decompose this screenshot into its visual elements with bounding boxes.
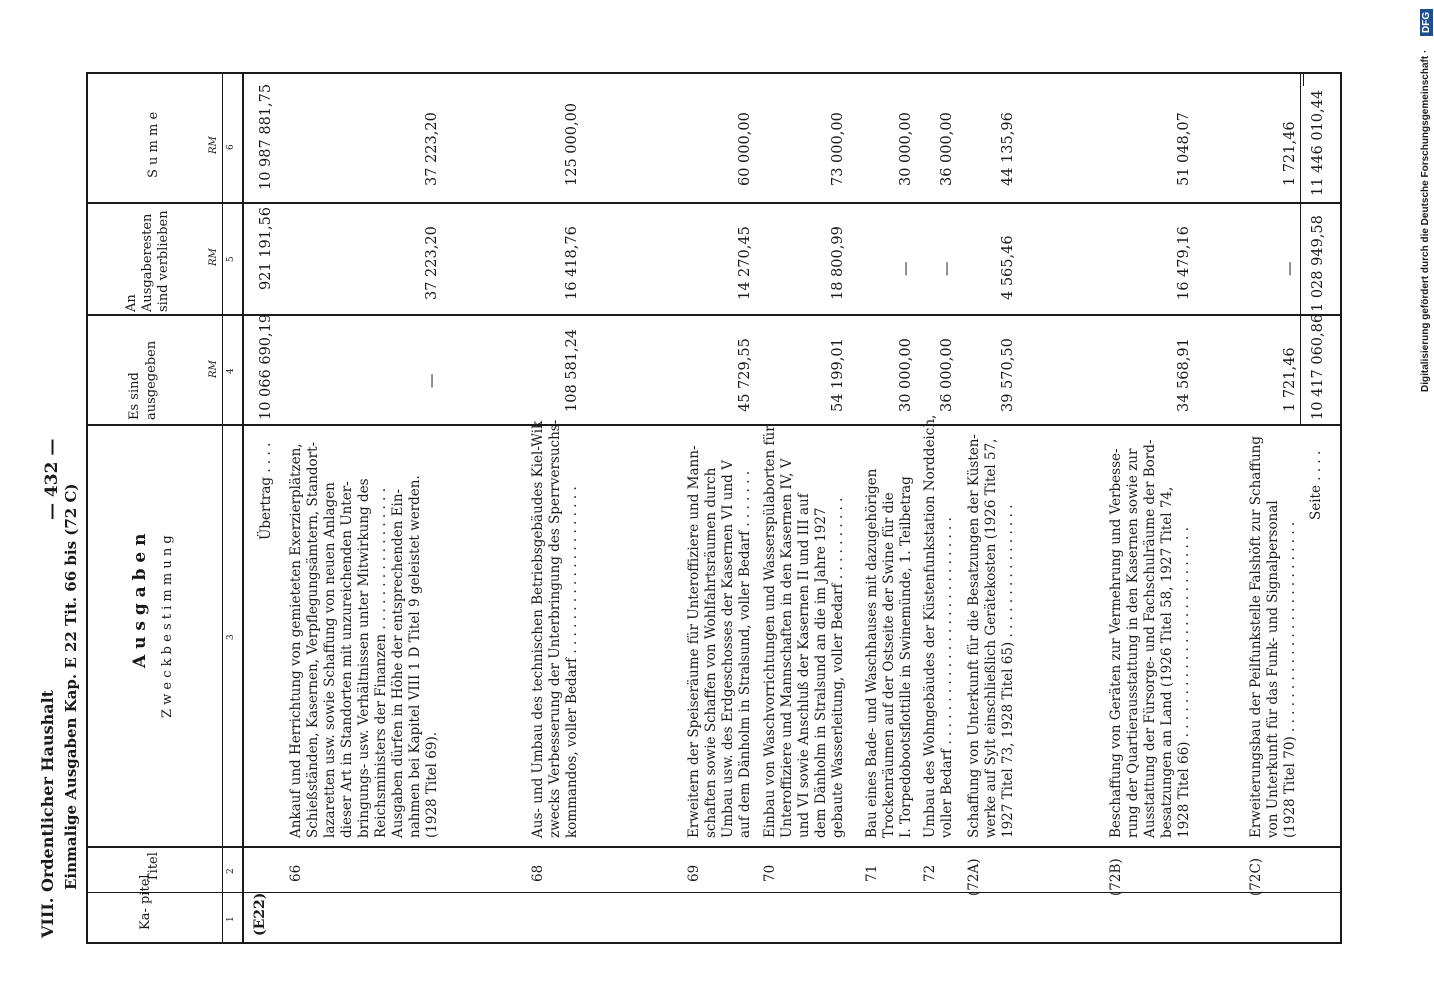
col-unit-5: RM xyxy=(208,248,219,266)
row-titel: (72A) xyxy=(966,858,982,896)
sum-separator-c6 xyxy=(1303,74,1304,86)
sum-top-line xyxy=(1300,72,1301,424)
row-amount-c5: 16 418,76 xyxy=(564,226,580,300)
table-left-border xyxy=(86,72,88,944)
row-amount-c6: 60 000,00 xyxy=(737,112,753,186)
row-description-line: zwecks Verbesserung der Unterbringung des Sperrversuchs- xyxy=(547,419,563,838)
row-description-line: Umbau usw. des Erdgeschosses der Kasernen VI und V xyxy=(720,460,736,838)
table-right-border xyxy=(1340,72,1342,944)
row-description-line: Beschaffung von Geräten zur Vermehrung und Verbesse- xyxy=(1108,448,1124,838)
row-titel: 71 xyxy=(864,864,880,882)
col-header-ausgaben: A u s g a b e n xyxy=(130,533,150,668)
row-amount-c6: 73 000,00 xyxy=(830,112,846,186)
row-amount-c6: 1 721,46 xyxy=(1282,121,1298,186)
seite-c6: 11 446 010,44 xyxy=(1310,89,1326,196)
table-top-border xyxy=(86,942,1340,944)
col-header-ausgabereste: An Ausgaberesten sind verblieben xyxy=(124,210,171,312)
row-titel: 70 xyxy=(762,864,778,882)
column-number-row-border xyxy=(222,72,223,944)
table-bottom-border xyxy=(86,72,1340,74)
col-number-4: 4 xyxy=(226,368,236,374)
row-description-line: rung der Quartierausstattung in den Kasernen sowie zur xyxy=(1125,448,1141,838)
row-description-line: kommandos, voller Bedarf . . . . . . . . . . . . . . . . . . . . xyxy=(564,486,580,838)
row-amount-c4: 108 581,24 xyxy=(564,328,580,412)
row-description-line: Erweiterungsbau der Peilfunkstelle Falshöft zur Schaffung xyxy=(1248,436,1264,838)
row-titel: 66 xyxy=(288,864,304,882)
row-description-line: Schaffung von Unterkunft für die Besatzungen der Küsten- xyxy=(966,434,982,838)
col-header-titel: Titel xyxy=(146,852,161,882)
col-header-ausgegeben: Es sind ausgegeben xyxy=(127,340,159,420)
header-row-border xyxy=(86,892,1340,893)
row-description-line: Umbau des Wohngebäudes der Küstenfunkstation Norddeich, xyxy=(922,414,938,838)
row-amount-c5: — xyxy=(1282,261,1298,276)
column-divider-4-5 xyxy=(86,314,1340,316)
row-amount-c4: 39 570,50 xyxy=(1000,338,1016,412)
row-description-line: Trockenräumen auf der Ostseite der Swine für die xyxy=(881,492,897,838)
col-number-1: 1 xyxy=(226,916,236,922)
seite-label: Seite . . . . xyxy=(1308,450,1324,520)
row-description-line: lazaretten usw. sowie Schaffung von neuen Anlagen xyxy=(322,482,338,838)
row-amount-c4: 45 729,55 xyxy=(737,338,753,412)
document-title: VIII. Ordentlicher Haushalt xyxy=(38,689,57,938)
col-unit-4: RM xyxy=(208,360,219,378)
row-description-line: (1928 Titel 70) . . . . . . . . . . . . . . . . . . . . . . . . . xyxy=(1282,521,1298,838)
row-description-line: nahmen bei Kapitel VIII 1 D Titel 9 geleistet werden. xyxy=(407,475,423,838)
row-description-line: dieser Art in Standorten mit unzureichenden Unter- xyxy=(339,481,355,838)
seite-c5: 1 028 949,58 xyxy=(1310,215,1326,312)
dfg-logo: DFG xyxy=(1420,9,1433,36)
header-bottom-border xyxy=(242,72,244,944)
page-number: — 432 — xyxy=(42,438,62,520)
col-unit-6: RM xyxy=(208,136,219,154)
row-amount-c4: 30 000,00 xyxy=(898,338,914,412)
row-titel: 72 xyxy=(922,864,938,882)
uebertrag-c5: 921 191,56 xyxy=(258,206,274,290)
row-description-line: besatzungen an Land (1926 Titel 58, 1927 Titel 74, xyxy=(1159,486,1175,838)
row-description-line: (1928 Titel 69). xyxy=(424,732,440,838)
row-amount-c6: 37 223,20 xyxy=(424,112,440,186)
col-header-kapitel: Ka- pitel xyxy=(138,874,153,930)
row-description-line: Ausstattung der Fürsorge- und Fachschulräume der Bord- xyxy=(1142,439,1158,838)
col-number-3: 3 xyxy=(226,634,236,640)
row-titel: 68 xyxy=(530,864,546,882)
row-amount-c6: 30 000,00 xyxy=(898,112,914,186)
row-description-line: 1927 Titel 73, 1928 Titel 65) . . . . . . . . . . . . . . . . xyxy=(1000,504,1016,838)
row-description-line: und VI sowie Anschluß der Kasernen II und III auf xyxy=(796,493,812,838)
row-amount-c5: 16 479,16 xyxy=(1176,226,1192,300)
row-amount-c4: 54 199,01 xyxy=(830,338,846,412)
row-amount-c5: — xyxy=(898,261,914,276)
row-description-line: Schießständen, Kasernen, Verpflegungsämtern, Standort- xyxy=(305,441,321,838)
uebertrag-label: Übertrag . . . . xyxy=(258,442,274,540)
row-titel: (72C) xyxy=(1248,857,1264,896)
row-description-line: Ausgaben dürfen in Höhe der entsprechenden Ein- xyxy=(390,488,406,838)
row-description-line: werke auf Sylt einschließlich Gerätekosten (1926 Titel 57, xyxy=(983,438,999,838)
col-number-5: 5 xyxy=(226,256,236,262)
row-description-line: auf dem Dänholm in Stralsund, voller Bedarf . . . . . . . xyxy=(737,470,753,838)
column-divider-3-4 xyxy=(86,424,1340,426)
dfg-credit-text: Digitalisierung gefördert durch die Deutsche Forschungsgemeinschaft · xyxy=(1420,49,1431,392)
row-amount-c4: 36 000,00 xyxy=(939,338,955,412)
row-description-line: Unteroffiziere und Mannschaften in den Kasernen IV, V xyxy=(779,458,795,838)
row-description-line: I. Torpedobootsflottille in Swinemünde, 1. Teilbetrag xyxy=(898,476,914,838)
seite-c4: 10 417 060,86 xyxy=(1310,313,1326,420)
col-header-summe: S u m m e xyxy=(146,111,161,178)
col-header-zweckbestimmung: Z w e c k b e s t i m m u n g xyxy=(160,535,175,718)
column-divider-2-3 xyxy=(86,846,1340,848)
row-description-line: Ankauf und Herrichtung von gemieteten Exerzierplätzen, xyxy=(288,443,304,838)
row-description-line: 1928 Titel 66) . . . . . . . . . . . . . . . . . . . . . . . . . xyxy=(1176,526,1192,838)
col-number-6: 6 xyxy=(226,144,236,150)
row-amount-c5: 4 565,46 xyxy=(1000,235,1016,300)
column-divider-5-6 xyxy=(86,202,1340,204)
uebertrag-c4: 10 066 690,19 xyxy=(258,313,274,420)
row-description-line: bringungs- usw. Verhältnissen unter Mitwirkung des xyxy=(356,478,372,838)
col-number-2: 2 xyxy=(226,868,236,874)
row-amount-c5: 14 270,45 xyxy=(737,226,753,300)
row-description-line: Einbau von Waschvorrichtungen und Wasserspülaborten für xyxy=(762,425,778,838)
row-description-line: Aus- und Umbau des technischen Betriebsgebäudes Kiel-Wik xyxy=(530,420,546,838)
row-amount-c6: 51 048,07 xyxy=(1176,112,1192,186)
row-description-line: Bau eines Bade- und Waschhauses mit dazugehörigen xyxy=(864,468,880,838)
row-description-line: Reichsministers der Finanzen . . . . . . . . . . . . . . . . . xyxy=(373,488,389,838)
row-amount-c5: — xyxy=(939,261,955,276)
row-description-line: dem Dänholm in Stralsund an die im Jahre 1927 xyxy=(813,507,829,838)
document-subtitle: Einmalige Ausgaben Kap. E 22 Tit. 66 bis (72 C) xyxy=(62,483,80,890)
row-amount-c5: 18 800,99 xyxy=(830,226,846,300)
row-titel: 69 xyxy=(686,864,702,882)
row-description-line: Erweitern der Speiseräume für Unteroffiziere und Mann- xyxy=(686,445,702,838)
row-description-line: schaften sowie Schaffen von Wohlfahrtsräumen durch xyxy=(703,467,719,838)
row-amount-c4: — xyxy=(424,373,440,388)
row-amount-c4: 34 568,91 xyxy=(1176,338,1192,412)
row-titel: (72B) xyxy=(1108,858,1124,896)
uebertrag-c6: 10 987 881,75 xyxy=(258,83,274,190)
row-amount-c4: 1 721,46 xyxy=(1282,347,1298,412)
row-amount-c6: 125 000,00 xyxy=(564,102,580,186)
row-description-line: voller Bedarf . . . . . . . . . . . . . . . . . . . . . . . . . . . xyxy=(939,517,955,838)
row-amount-c6: 44 135,96 xyxy=(1000,112,1016,186)
row-description-line: gebaute Wasserleitung, voller Bedarf . . . . . . . . . . xyxy=(830,497,846,838)
row-amount-c5: 37 223,20 xyxy=(424,226,440,300)
row-description-line: von Unterkunft für das Funk- und Signalpersonal xyxy=(1265,500,1281,838)
kapitel-label: (E22) xyxy=(252,892,268,936)
row-amount-c6: 36 000,00 xyxy=(939,112,955,186)
